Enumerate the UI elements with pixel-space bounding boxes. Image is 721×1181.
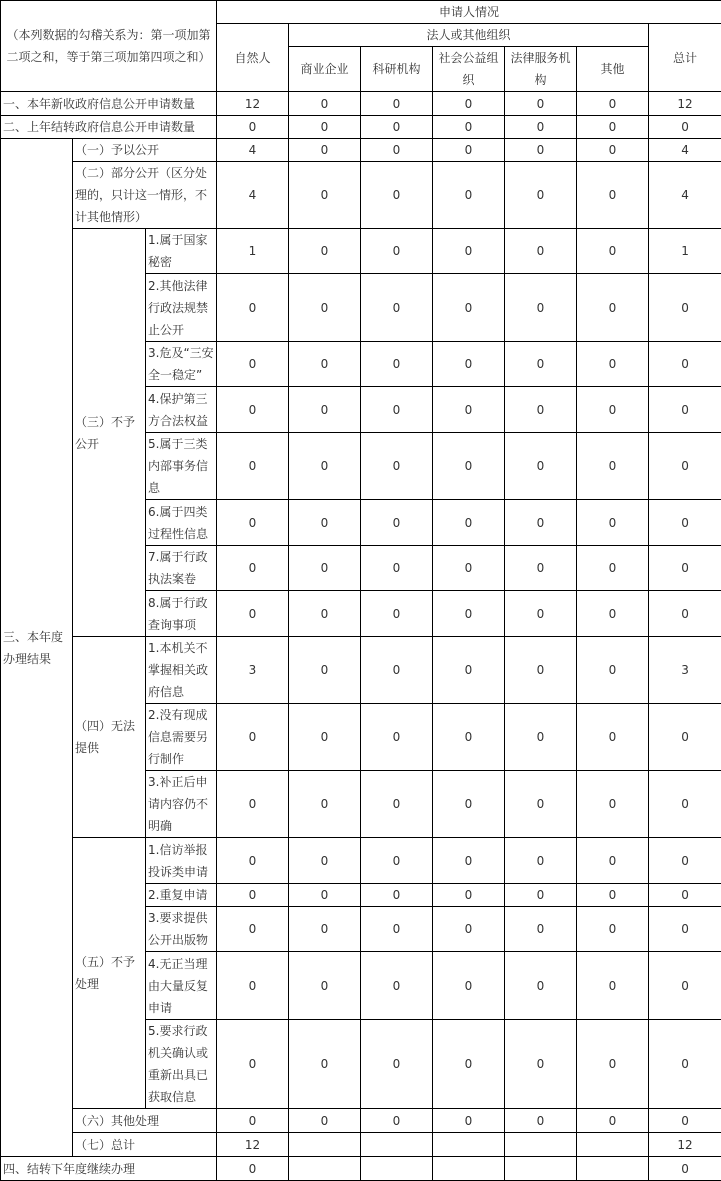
value-cell: 0 — [289, 433, 361, 500]
value-cell: 0 — [577, 704, 649, 771]
value-cell: 0 — [649, 952, 721, 1020]
group-label: （四）无法提供 — [73, 637, 146, 838]
value-cell: 0 — [505, 704, 577, 771]
table-row — [1, 1133, 721, 1157]
header-total: 总计 — [649, 24, 721, 92]
table-row — [1, 229, 721, 274]
header-applicant: 申请人情况 — [217, 1, 721, 24]
value-cell: 1 — [649, 229, 721, 274]
value-cell: 0 — [577, 838, 649, 884]
value-cell: 0 — [361, 162, 433, 229]
value-cell: 0 — [649, 1157, 721, 1181]
value-cell: 0 — [649, 1109, 721, 1133]
value-cell: 0 — [289, 500, 361, 546]
sub-label: 3.危及“三安全一稳定” — [146, 342, 217, 387]
value-cell: 0 — [433, 704, 505, 771]
value-cell: 4 — [217, 162, 289, 229]
value-cell: 0 — [505, 433, 577, 500]
value-cell: 1 — [217, 229, 289, 274]
value-cell: 0 — [217, 342, 289, 387]
value-cell: 0 — [433, 1020, 505, 1109]
value-cell: 0 — [361, 433, 433, 500]
table-row — [1, 1, 721, 24]
value-cell: 0 — [577, 229, 649, 274]
value-cell: 0 — [361, 704, 433, 771]
value-cell: 0 — [577, 546, 649, 591]
value-cell: 0 — [505, 907, 577, 952]
header-legal-col: 社会公益组织 — [433, 47, 505, 92]
value-cell — [577, 1133, 649, 1157]
value-cell: 0 — [289, 1109, 361, 1133]
sub-label: 1.信访举报投诉类申请 — [146, 838, 217, 884]
value-cell: 0 — [289, 342, 361, 387]
value-cell: 0 — [505, 1109, 577, 1133]
sub-label: 5.要求行政机关确认或重新出具已获取信息 — [146, 1020, 217, 1109]
value-cell: 0 — [433, 229, 505, 274]
value-cell: 0 — [217, 771, 289, 838]
value-cell: 0 — [649, 907, 721, 952]
value-cell — [289, 1133, 361, 1157]
value-cell: 0 — [217, 952, 289, 1020]
value-cell: 0 — [577, 952, 649, 1020]
value-cell: 0 — [505, 838, 577, 884]
value-cell: 0 — [361, 591, 433, 637]
value-cell: 0 — [217, 116, 289, 139]
value-cell — [433, 1133, 505, 1157]
sub-label: 4.无正当理由大量反复申请 — [146, 952, 217, 1020]
value-cell: 0 — [217, 1020, 289, 1109]
value-cell: 0 — [649, 591, 721, 637]
value-cell: 0 — [577, 500, 649, 546]
item-label: （六）其他处理 — [73, 1109, 217, 1133]
value-cell: 0 — [505, 952, 577, 1020]
value-cell: 0 — [577, 884, 649, 907]
value-cell: 0 — [361, 838, 433, 884]
value-cell: 0 — [433, 500, 505, 546]
value-cell: 0 — [289, 92, 361, 116]
table-row — [1, 92, 721, 116]
value-cell: 0 — [505, 229, 577, 274]
value-cell: 0 — [217, 433, 289, 500]
value-cell: 0 — [577, 433, 649, 500]
row-label: 二、上年结转政府信息公开申请数量 — [1, 116, 217, 139]
value-cell: 0 — [577, 387, 649, 433]
value-cell: 0 — [577, 342, 649, 387]
value-cell: 0 — [217, 387, 289, 433]
table-row — [1, 116, 721, 139]
value-cell: 0 — [217, 1157, 289, 1181]
row-label: 四、结转下年度继续办理 — [1, 1157, 217, 1181]
group-label: （三）不予公开 — [73, 229, 146, 637]
value-cell: 4 — [649, 162, 721, 229]
table-row — [1, 139, 721, 162]
group-label: （五）不予处理 — [73, 838, 146, 1109]
value-cell: 12 — [217, 1133, 289, 1157]
value-cell: 0 — [433, 139, 505, 162]
value-cell: 12 — [649, 92, 721, 116]
value-cell: 0 — [217, 884, 289, 907]
value-cell: 0 — [577, 162, 649, 229]
value-cell: 0 — [505, 274, 577, 342]
value-cell: 0 — [649, 387, 721, 433]
value-cell — [361, 1133, 433, 1157]
value-cell: 0 — [577, 92, 649, 116]
sub-label: 1.本机关不掌握相关政府信息 — [146, 637, 217, 704]
value-cell: 0 — [361, 952, 433, 1020]
value-cell: 0 — [505, 1020, 577, 1109]
value-cell: 0 — [649, 838, 721, 884]
value-cell: 0 — [433, 838, 505, 884]
value-cell: 0 — [289, 274, 361, 342]
value-cell — [505, 1157, 577, 1181]
header-legal-col: 科研机构 — [361, 47, 433, 92]
table-row — [1, 838, 721, 884]
sub-label: 4.保护第三方合法权益 — [146, 387, 217, 433]
header-legal-col: 其他 — [577, 47, 649, 92]
value-cell: 0 — [577, 1020, 649, 1109]
value-cell: 0 — [289, 637, 361, 704]
value-cell: 0 — [505, 116, 577, 139]
value-cell: 0 — [433, 771, 505, 838]
value-cell: 0 — [433, 433, 505, 500]
value-cell: 0 — [289, 907, 361, 952]
value-cell: 3 — [649, 637, 721, 704]
value-cell: 0 — [505, 162, 577, 229]
value-cell: 0 — [505, 771, 577, 838]
value-cell: 0 — [361, 92, 433, 116]
value-cell: 0 — [289, 591, 361, 637]
value-cell: 0 — [289, 162, 361, 229]
value-cell: 0 — [361, 884, 433, 907]
value-cell: 0 — [505, 884, 577, 907]
value-cell: 0 — [289, 884, 361, 907]
header-note: （本列数据的勾稽关系为：第一项加第二项之和，等于第三项加第四项之和） — [1, 1, 217, 92]
value-cell: 4 — [217, 139, 289, 162]
value-cell: 0 — [361, 1020, 433, 1109]
value-cell: 0 — [289, 771, 361, 838]
sub-label: 3.补正后申请内容仍不明确 — [146, 771, 217, 838]
table-row — [1, 1109, 721, 1133]
value-cell: 0 — [289, 546, 361, 591]
section-label: 三、本年度办理结果 — [1, 139, 73, 1157]
value-cell: 0 — [577, 591, 649, 637]
sub-label: 5.属于三类内部事务信息 — [146, 433, 217, 500]
value-cell: 0 — [505, 387, 577, 433]
header-legal: 法人或其他组织 — [289, 24, 649, 47]
value-cell: 0 — [361, 907, 433, 952]
value-cell: 0 — [649, 771, 721, 838]
value-cell: 0 — [361, 274, 433, 342]
value-cell — [577, 1157, 649, 1181]
value-cell: 0 — [217, 704, 289, 771]
value-cell: 0 — [505, 546, 577, 591]
header-legal-col: 商业企业 — [289, 47, 361, 92]
value-cell — [433, 1157, 505, 1181]
sub-label: 1.属于国家秘密 — [146, 229, 217, 274]
value-cell: 0 — [361, 229, 433, 274]
row-label: 一、本年新收政府信息公开申请数量 — [1, 92, 217, 116]
value-cell: 0 — [649, 500, 721, 546]
value-cell: 0 — [289, 229, 361, 274]
value-cell: 0 — [289, 704, 361, 771]
value-cell: 0 — [361, 500, 433, 546]
value-cell: 0 — [289, 1020, 361, 1109]
value-cell: 0 — [577, 907, 649, 952]
value-cell: 3 — [217, 637, 289, 704]
value-cell: 0 — [433, 637, 505, 704]
sub-label: 2.其他法律行政法规禁止公开 — [146, 274, 217, 342]
value-cell: 0 — [505, 342, 577, 387]
value-cell: 0 — [649, 884, 721, 907]
value-cell: 0 — [433, 884, 505, 907]
value-cell: 0 — [361, 637, 433, 704]
value-cell — [505, 1133, 577, 1157]
value-cell: 4 — [649, 139, 721, 162]
sub-label: 8.属于行政查询事项 — [146, 591, 217, 637]
sub-label: 7.属于行政执法案卷 — [146, 546, 217, 591]
value-cell: 0 — [217, 1109, 289, 1133]
table-row — [1, 637, 721, 704]
item-label: （一）予以公开 — [73, 139, 217, 162]
value-cell: 0 — [433, 274, 505, 342]
value-cell: 0 — [433, 116, 505, 139]
value-cell: 12 — [217, 92, 289, 116]
value-cell: 0 — [649, 433, 721, 500]
table-row — [1, 162, 721, 229]
value-cell: 0 — [577, 637, 649, 704]
value-cell: 0 — [217, 591, 289, 637]
value-cell: 0 — [289, 116, 361, 139]
value-cell: 12 — [649, 1133, 721, 1157]
value-cell: 0 — [361, 139, 433, 162]
value-cell: 0 — [577, 274, 649, 342]
value-cell: 0 — [433, 162, 505, 229]
value-cell: 0 — [577, 116, 649, 139]
value-cell: 0 — [289, 139, 361, 162]
value-cell: 0 — [577, 1109, 649, 1133]
value-cell: 0 — [649, 116, 721, 139]
value-cell: 0 — [433, 907, 505, 952]
value-cell: 0 — [433, 342, 505, 387]
value-cell: 0 — [289, 952, 361, 1020]
value-cell: 0 — [361, 1109, 433, 1133]
value-cell: 0 — [361, 387, 433, 433]
value-cell: 0 — [649, 1020, 721, 1109]
value-cell: 0 — [505, 139, 577, 162]
value-cell: 0 — [217, 546, 289, 591]
value-cell: 0 — [505, 500, 577, 546]
value-cell: 0 — [289, 387, 361, 433]
item-label: （二）部分公开（区分处理的，只计这一情形，不计其他情形） — [73, 162, 217, 229]
value-cell — [289, 1157, 361, 1181]
value-cell: 0 — [433, 1109, 505, 1133]
sub-label: 3.要求提供公开出版物 — [146, 907, 217, 952]
value-cell: 0 — [649, 704, 721, 771]
value-cell: 0 — [505, 591, 577, 637]
value-cell: 0 — [361, 771, 433, 838]
header-legal-col: 法律服务机构 — [505, 47, 577, 92]
value-cell: 0 — [505, 637, 577, 704]
value-cell: 0 — [505, 92, 577, 116]
value-cell: 0 — [217, 274, 289, 342]
value-cell — [361, 1157, 433, 1181]
value-cell: 0 — [577, 139, 649, 162]
value-cell: 0 — [433, 546, 505, 591]
value-cell: 0 — [361, 116, 433, 139]
value-cell: 0 — [649, 546, 721, 591]
value-cell: 0 — [433, 591, 505, 637]
value-cell: 0 — [217, 838, 289, 884]
table-row — [1, 1157, 721, 1181]
value-cell: 0 — [649, 342, 721, 387]
sub-label: 2.没有现成信息需要另行制作 — [146, 704, 217, 771]
value-cell: 0 — [289, 838, 361, 884]
value-cell: 0 — [361, 546, 433, 591]
sub-label: 2.重复申请 — [146, 884, 217, 907]
value-cell: 0 — [433, 952, 505, 1020]
value-cell: 0 — [433, 92, 505, 116]
value-cell: 0 — [433, 387, 505, 433]
value-cell: 0 — [577, 771, 649, 838]
value-cell: 0 — [361, 342, 433, 387]
sub-label: 6.属于四类过程性信息 — [146, 500, 217, 546]
header-natural: 自然人 — [217, 24, 289, 92]
value-cell: 0 — [217, 907, 289, 952]
item-label: （七）总计 — [73, 1133, 217, 1157]
value-cell: 0 — [649, 274, 721, 342]
value-cell: 0 — [217, 500, 289, 546]
